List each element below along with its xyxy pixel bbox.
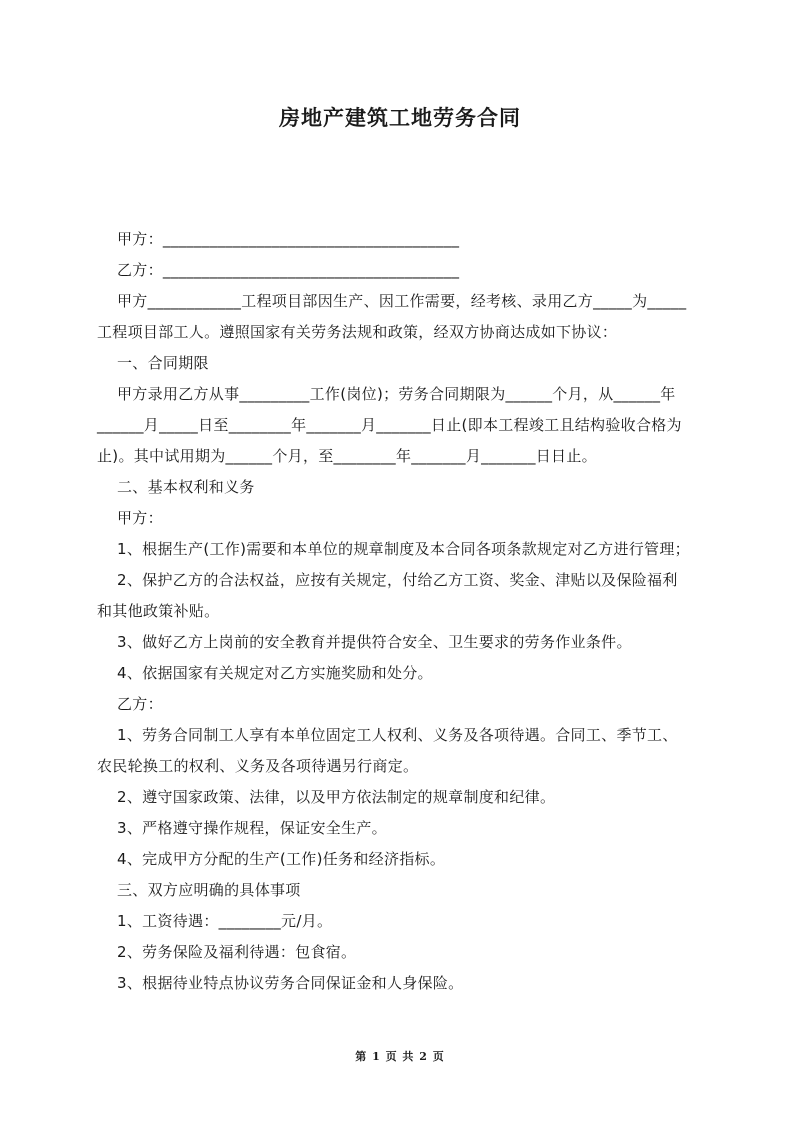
section-heading: 二、基本权利和义务 [117, 478, 255, 496]
paragraph-line: 止)。其中试用期为______个月，至________年_______月_______日日止。 [97, 447, 597, 465]
document-body [97, 224, 717, 999]
paragraph-line: 1、工资待遇：________元/月。 [117, 912, 333, 930]
paragraph-line: 2、保护乙方的合法权益，应按有关规定，付给乙方工资、奖金、津贴以及保险福利 [117, 571, 678, 589]
paragraph-line: 乙方：______________________________________ [117, 261, 460, 279]
section-heading: 一、合同期限 [117, 354, 209, 372]
paragraph-line: 4、依据国家有关规定对乙方实施奖励和处分。 [117, 664, 433, 682]
section-heading: 三、双方应明确的具体事项 [117, 881, 301, 899]
paragraph-line: 4、完成甲方分配的生产(工作)任务和经济指标。 [117, 850, 446, 868]
document-title: 房地产建筑工地劳务合同 [279, 105, 521, 130]
paragraph-line: ______月_____日至________年_______月_______日止(即本工程竣工且结构验收合格为 [97, 416, 682, 434]
paragraph-line: 1、根据生产(工作)需要和本单位的规章制度及本合同各项条款规定对乙方进行管理； [117, 540, 690, 558]
paragraph-line: 1、劳务合同制工人享有本单位固定工人权利、义务及各项待遇。合同工、季节工、 [117, 726, 678, 744]
paragraph-line: 3、做好乙方上岗前的安全教育并提供符合安全、卫生要求的劳务作业条件。 [117, 633, 632, 651]
paragraph-line: 3、严格遵守操作规程，保证安全生产。 [117, 819, 387, 837]
paragraph-line: 2、遵守国家政策、法律，以及甲方依法制定的规章制度和纪律。 [117, 788, 556, 806]
paragraph-line: 3、根据待业特点协议劳务合同保证金和人身保险。 [117, 974, 464, 992]
party-label: 甲方： [117, 509, 163, 527]
paragraph-line: 甲方录用乙方从事_________工作(岗位)；劳务合同期限为______个月，从______年 [117, 385, 676, 403]
paragraph-line: 农民轮换工的权利、义务及各项待遇另行商定。 [97, 757, 419, 775]
paragraph-line: 甲方____________工程项目部因生产、因工作需要，经考核、录用乙方_____为_____ [117, 292, 687, 310]
page-number-footer: 第 1 页 共 2 页 [355, 1050, 445, 1063]
party-label: 乙方： [117, 695, 163, 713]
paragraph-line: 和其他政策补贴。 [97, 602, 220, 620]
paragraph-line: 工程项目部工人。遵照国家有关劳务法规和政策，经双方协商达成如下协议： [97, 323, 618, 341]
paragraph-line: 甲方：______________________________________ [117, 230, 460, 248]
paragraph-line: 2、劳务保险及福利待遇：包食宿。 [117, 943, 357, 961]
